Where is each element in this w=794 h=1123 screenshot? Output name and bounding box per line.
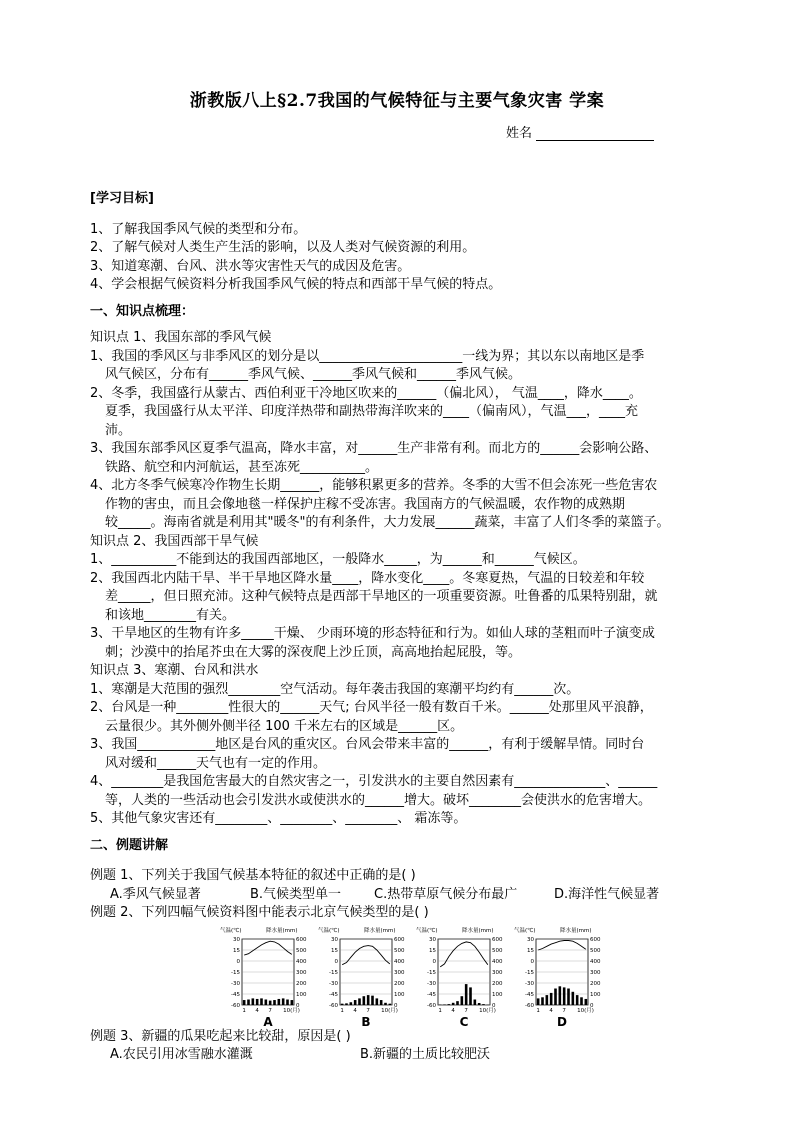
precip-tick-label: 500	[590, 947, 601, 954]
kp1-line: 1、我国的季风区与非季风区的划分是以______________________一线为界；其以东以南地区是季	[90, 348, 645, 364]
temp-tick-label: 30	[429, 936, 436, 943]
chart-label: D	[557, 1014, 567, 1029]
month-tick-label: 4	[255, 1007, 259, 1014]
precip-bar	[282, 998, 285, 1005]
kp2-title: 知识点 2、我国西部干旱气候	[90, 533, 259, 549]
month-tick-label: 7	[464, 1007, 468, 1014]
y-right-label: 降水量(mm)	[266, 927, 298, 934]
month-tick-label: 4	[549, 1007, 553, 1014]
precip-tick-label: 200	[492, 980, 503, 987]
precip-bar	[380, 1000, 383, 1005]
y-left-label: 气温(℃)	[514, 927, 536, 934]
month-tick-label: 1	[340, 1007, 344, 1014]
precip-bar	[474, 999, 477, 1005]
climate-charts	[90, 925, 710, 1028]
precip-bar	[269, 1000, 272, 1004]
kp1-line: 2、冬季，我国盛行从蒙古、西伯利亚干冷地区吹来的______（偏北风）， 气温____，降水____。	[90, 385, 642, 401]
precip-bar	[273, 1000, 276, 1005]
temperature-line	[342, 945, 390, 964]
precip-bar	[469, 987, 472, 1005]
temp-tick-label: 15	[331, 947, 338, 954]
chart-label: A	[263, 1014, 273, 1029]
precip-bar	[448, 1004, 451, 1005]
precip-bar	[546, 995, 549, 1005]
kp1-line: 作物的害虫，而且会像地毯一样保护庄稼不受冻害。我国南方的气候温暖，农作物的成熟期	[105, 496, 626, 512]
temp-tick-label: -30	[525, 980, 534, 987]
precip-bar	[461, 996, 464, 1005]
precip-bar	[363, 996, 366, 1005]
temp-tick-label: -30	[329, 980, 338, 987]
temp-tick-label: -15	[329, 969, 338, 976]
precip-tick-label: 300	[296, 969, 307, 976]
temp-tick-label: -30	[427, 980, 436, 987]
y-right-label: 降水量(mm)	[364, 927, 396, 934]
precip-bar	[341, 1003, 344, 1004]
temp-tick-label: 30	[331, 936, 338, 943]
option-a[interactable]: A.农民引用冰雪融水灌溉	[110, 1047, 253, 1062]
option-c[interactable]: C.热带草原气候分布最广	[374, 886, 518, 902]
precip-bar	[350, 1002, 353, 1005]
kp3-line: 5、其他气象灾害还有________、________、________、 霜冻等。	[90, 811, 467, 826]
precip-bar	[559, 986, 562, 1005]
precip-tick-label: 500	[394, 947, 405, 954]
precip-bar	[384, 1002, 387, 1004]
kp3-title: 知识点 3、寒潮、台风和洪水	[90, 663, 259, 678]
section1-heading: 一、知识点梳理：	[90, 303, 195, 319]
precip-tick-label: 600	[492, 936, 503, 943]
temp-tick-label: -15	[231, 969, 240, 976]
section2-heading: 二、例题讲解	[90, 837, 169, 853]
precip-bar	[354, 1000, 357, 1005]
kp1-line: 3、我国东部季风区夏季气温高，降水丰富，对______生产非常有利。而北方的______会影响公路、	[90, 441, 658, 456]
example2-question: 例题 2、下列四幅气候资料图中能表示北京气候类型的是( )	[90, 905, 429, 920]
month-tick-label: 1	[438, 1007, 442, 1014]
temp-tick-label: -60	[231, 1002, 240, 1009]
chart-label: B	[361, 1014, 371, 1029]
precip-bar	[478, 1003, 481, 1005]
climate-chart-d	[514, 925, 610, 1028]
document-title: 浙教版八上§2.7我国的气候特征与主要气象灾害 学案	[189, 91, 605, 111]
precip-bar	[367, 995, 370, 1005]
precip-bar	[256, 998, 259, 1004]
climate-chart-a	[220, 925, 316, 1028]
climate-chart-svg	[514, 925, 610, 1015]
month-tick-label: 4	[451, 1007, 455, 1014]
precip-bar	[252, 998, 255, 1005]
month-tick-label: 1	[536, 1007, 540, 1014]
precip-tick-label: 300	[492, 969, 503, 976]
climate-chart-svg	[416, 925, 512, 1015]
precip-bar	[567, 988, 570, 1005]
precip-bar	[265, 999, 268, 1005]
kp2-line: 刺；沙漠中的抬尾芥虫在大雾的深夜爬上沙丘顶，高高地抬起屁股，等。	[105, 644, 522, 660]
precip-bar	[465, 984, 468, 1005]
temp-tick-label: -60	[427, 1002, 436, 1009]
precip-bar	[243, 1000, 246, 1005]
temp-tick-label: 30	[527, 936, 534, 943]
temp-tick-label: 15	[233, 947, 240, 954]
precip-bar	[541, 997, 544, 1005]
goal-item: 1、了解我国季风气候的类型和分布。	[90, 221, 307, 237]
kp3-line: 风对缓和______天气也有一定的作用。	[105, 755, 327, 771]
temp-tick-label: 0	[432, 958, 436, 965]
temperature-line	[538, 940, 586, 950]
precip-tick-label: 400	[492, 958, 503, 965]
precip-bar	[376, 998, 379, 1005]
kp3-line: 云量很少。其外侧外侧半径 100 千米左右的区域是______区。	[105, 718, 464, 734]
kp1-line: 夏季，我国盛行从太平洋、印度洋热带和副热带海洋吹来的____（偏南风），气温___，____充	[105, 404, 639, 419]
example1-question: 例题 1、下列关于我国气候基本特征的叙述中正确的是( )	[90, 868, 416, 883]
temp-tick-label: 0	[236, 958, 240, 965]
kp2-line: 和该地________有关。	[105, 607, 236, 623]
precip-bar	[482, 1004, 485, 1005]
temp-tick-label: -15	[427, 969, 436, 976]
precip-bar	[247, 999, 250, 1005]
kp1-line: 风气候区，分布有______季风气候、______季风气候和______季风气候。	[105, 367, 522, 382]
precip-tick-label: 500	[296, 947, 307, 954]
precip-tick-label: 600	[394, 936, 405, 943]
kp3-line: 3、我国____________地区是台风的重灾区。台风会带来丰富的______，有利于缓解旱情。同时台	[90, 737, 645, 752]
option-b[interactable]: B.新疆的土质比较肥沃	[360, 1047, 491, 1062]
kp3-line: 1、寒潮是大范围的强烈________空气活动。每年袭击我国的寒潮平均约有______次。	[90, 681, 580, 697]
option-d[interactable]: D.海洋性气候显著	[554, 886, 660, 902]
kp1-line: 较_____。海南省就是利用其"暖冬"的有利条件，大力发展______蔬菜，丰富了人们冬季的菜篮子。	[105, 515, 670, 530]
precip-bar	[576, 995, 579, 1005]
precip-tick-label: 400	[296, 958, 307, 965]
precip-tick-label: 300	[394, 969, 405, 976]
month-tick-label: 10(月)	[577, 1007, 594, 1014]
y-left-label: 气温(℃)	[416, 927, 438, 934]
precip-tick-label: 100	[492, 991, 503, 998]
precip-tick-label: 100	[590, 991, 601, 998]
precip-tick-label: 200	[296, 980, 307, 987]
precip-tick-label: 0	[492, 1002, 496, 1009]
y-left-label: 气温(℃)	[318, 927, 340, 934]
precip-bar	[550, 992, 553, 1004]
kp3-line: 4、________是我国危害最大的自然灾害之一，引发洪水的主要自然因素有______________、______	[90, 774, 658, 789]
precip-tick-label: 300	[590, 969, 601, 976]
kp2-line: 差_____，但日照充沛。这种气候特点是西部干旱地区的一项重要资源。吐鲁番的瓜果特别甜，就	[105, 589, 658, 604]
temp-tick-label: -60	[329, 1002, 338, 1009]
month-tick-label: 1	[242, 1007, 246, 1014]
precip-tick-label: 0	[296, 1002, 300, 1009]
temp-tick-label: -45	[525, 991, 534, 998]
precip-tick-label: 600	[296, 936, 307, 943]
precip-bar	[286, 999, 289, 1005]
precip-tick-label: 200	[394, 980, 405, 987]
precip-tick-label: 500	[492, 947, 503, 954]
precip-bar	[371, 995, 374, 1004]
precip-bar	[452, 1002, 455, 1004]
example3-question: 例题 3、新疆的瓜果吃起来比较甜，原因是( )	[90, 1028, 351, 1044]
temp-tick-label: 0	[530, 958, 534, 965]
month-tick-label: 7	[366, 1007, 370, 1014]
name-field[interactable]	[506, 122, 654, 141]
temp-tick-label: 30	[233, 936, 240, 943]
precip-tick-label: 100	[394, 991, 405, 998]
precip-tick-label: 0	[590, 1002, 594, 1009]
precip-bar	[260, 998, 263, 1005]
month-tick-label: 7	[268, 1007, 272, 1014]
kp2-line: 2、我国西北内陆干旱、半干旱地区降水量____，降水变化____。冬寒夏热，气温的日较差和年较	[90, 570, 645, 586]
precip-bar	[358, 998, 361, 1005]
kp1-line: 4、北方冬季气候寒冷作物生长期______，能够积累更多的营养。冬季的大雪不但会冻死一些危害农	[90, 478, 658, 493]
precip-bar	[389, 1003, 392, 1004]
option-b[interactable]: B.气候类型单一	[250, 886, 342, 902]
example3-options	[90, 1046, 710, 1065]
y-right-label: 降水量(mm)	[462, 927, 494, 934]
kp1-line: 铁路、航空和内河航运，甚至冻死__________。	[105, 459, 379, 475]
kp3-line: 2、台风是一种________性很大的______天气; 台风半径一般有数百千米。______处那里风平浪静，	[90, 700, 653, 715]
temp-tick-label: -60	[525, 1002, 534, 1009]
temp-tick-label: -15	[525, 969, 534, 976]
precip-tick-label: 100	[296, 991, 307, 998]
worksheet-content	[90, 190, 710, 1065]
month-tick-label: 7	[562, 1007, 566, 1014]
kp1-title: 知识点 1、我国东部的季风气候	[90, 330, 272, 345]
goal-item: 2、了解气候对人类生产生活的影响，以及人类对气候资源的利用。	[90, 240, 476, 255]
temp-tick-label: -45	[427, 991, 436, 998]
precip-bar	[585, 998, 588, 1004]
month-tick-label: 10(月)	[283, 1007, 300, 1014]
temp-tick-label: 0	[334, 958, 338, 965]
kp1-line: 沛。	[105, 422, 132, 438]
climate-chart-c	[416, 925, 512, 1028]
precip-bar	[456, 1001, 459, 1005]
climate-chart-svg	[220, 925, 316, 1015]
precip-bar	[554, 988, 557, 1005]
chart-label: C	[459, 1014, 469, 1029]
climate-chart-b	[318, 925, 414, 1028]
month-tick-label: 10(月)	[381, 1007, 398, 1014]
precip-bar	[572, 991, 575, 1004]
temperature-line	[244, 941, 292, 955]
precip-tick-label: 200	[590, 980, 601, 987]
precip-tick-label: 0	[394, 1002, 398, 1009]
month-tick-label: 4	[353, 1007, 357, 1014]
temp-tick-label: -45	[231, 991, 240, 998]
temp-tick-label: -45	[329, 991, 338, 998]
temp-tick-label: -30	[231, 980, 240, 987]
goal-item: 3、知道寒潮、台风、洪水等灾害性天气的成因及危害。	[90, 258, 411, 274]
kp2-line: 1、__________不能到达的我国西部地区，一般降水_____，为______和______气候区。	[90, 552, 586, 567]
precip-bar	[345, 1003, 348, 1005]
precip-bar	[291, 1000, 294, 1005]
example1-options	[90, 886, 710, 905]
precip-bar	[580, 997, 583, 1005]
temperature-line	[440, 941, 488, 966]
precip-tick-label: 400	[590, 958, 601, 965]
goals-heading: [学习目标]	[90, 191, 154, 206]
temp-tick-label: 15	[527, 947, 534, 954]
y-left-label: 气温(℃)	[220, 927, 242, 934]
precip-tick-label: 600	[590, 936, 601, 943]
kp2-line: 3、干旱地区的生物有许多_____干燥、 少雨环境的形态特征和行为。如仙人球的茎粗而叶子演变成	[90, 626, 655, 641]
name-blank-line[interactable]	[536, 127, 654, 141]
kp3-line: 等，人类的一些活动也会引发洪水或使洪水的______增大。破坏________会使洪水的危害增大。	[105, 792, 652, 808]
option-a[interactable]: A.季风气候显著	[110, 886, 201, 902]
precip-bar	[537, 998, 540, 1005]
temp-tick-label: 15	[429, 947, 436, 954]
precip-tick-label: 400	[394, 958, 405, 965]
precip-bar	[443, 1004, 446, 1005]
precip-bar	[563, 987, 566, 1005]
climate-chart-svg	[318, 925, 414, 1015]
month-tick-label: 10(月)	[479, 1007, 496, 1014]
goal-item: 4、学会根据气候资料分析我国季风气候的特点和西部干旱气候的特点。	[90, 277, 502, 292]
name-label: 姓名	[506, 126, 533, 141]
y-right-label: 降水量(mm)	[560, 927, 592, 934]
precip-bar	[278, 998, 281, 1004]
